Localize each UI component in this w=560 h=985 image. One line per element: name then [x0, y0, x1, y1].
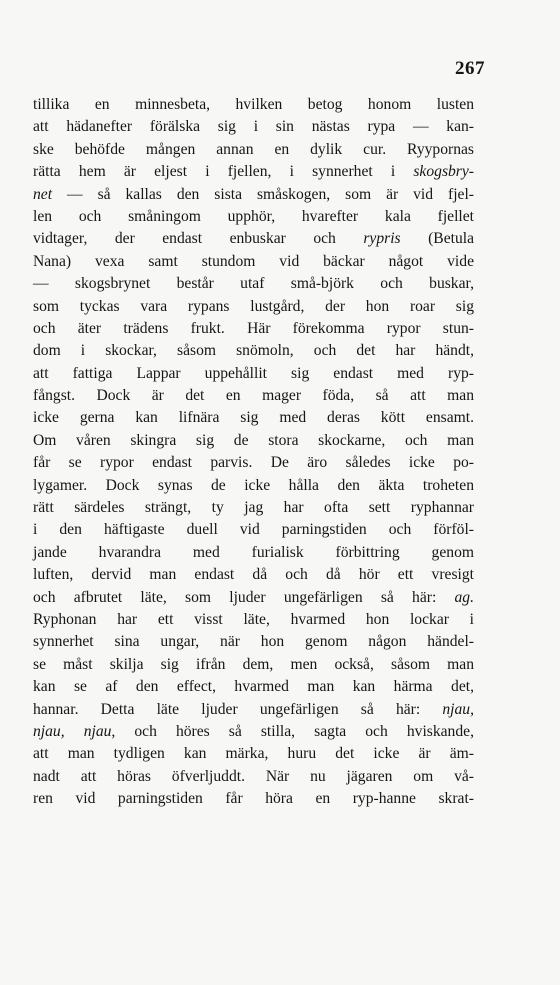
text-line — [33, 296, 474, 318]
text-segment: som tyckas vara rypans lustgård, der hon roar sig — [33, 297, 474, 315]
italic-text: njau, njau, — [33, 722, 116, 740]
text-line — [33, 587, 474, 609]
text-segment: hannar. Detta läte ljuder ungefärligen så här: — [33, 700, 443, 718]
text-line — [33, 788, 474, 810]
text-line — [33, 519, 474, 541]
text-segment: se måst skilja sig ifrån dem, men också, såsom man — [33, 655, 474, 673]
body-text — [33, 94, 474, 811]
text-line — [33, 430, 474, 452]
text-line — [33, 251, 474, 273]
text-segment: lygamer. Dock synas de icke hålla den äkta troheten — [33, 476, 474, 494]
text-segment: — så kallas den sista småskogen, som är vid fjel- — [52, 185, 474, 203]
text-segment: att fattiga Lappar uppehållit sig endast med ryp- — [33, 364, 474, 382]
text-segment: icke gerna kan lifnära sig med deras kött ensamt. — [33, 409, 474, 427]
text-line — [33, 542, 474, 564]
text-line — [33, 497, 474, 519]
text-line — [33, 743, 474, 765]
text-segment: dom i skockar, såsom snömoln, och det har händt, — [33, 342, 474, 360]
text-line — [33, 452, 474, 474]
text-segment: luften, dervid man endast då och då hör ett vresigt — [33, 566, 474, 584]
text-segment: att hädanefter förälska sig i sin nästas rypa — kan- — [33, 118, 474, 136]
text-line — [33, 273, 474, 295]
text-line — [33, 609, 474, 631]
text-line — [33, 228, 474, 250]
text-segment: Om våren skingra sig de stora skockarne, och man — [33, 431, 474, 449]
text-segment: att man tydligen kan märka, huru det icke är äm- — [33, 745, 474, 763]
text-segment: får se rypor endast parvis. De äro således icke po- — [33, 454, 474, 472]
italic-text: skogsbry- — [413, 163, 474, 181]
text-line — [33, 385, 474, 407]
text-line — [33, 407, 474, 429]
text-line — [33, 699, 474, 721]
text-line — [33, 116, 474, 138]
text-line — [33, 161, 474, 183]
text-line — [33, 318, 474, 340]
text-line — [33, 676, 474, 698]
text-line — [33, 206, 474, 228]
text-line — [33, 721, 474, 743]
text-line — [33, 139, 474, 161]
text-line — [33, 654, 474, 676]
text-line — [33, 766, 474, 788]
text-segment: (Betula — [400, 230, 474, 248]
text-line — [33, 631, 474, 653]
text-segment: rätta hem är eljest i fjellen, i synnerhet i — [33, 163, 414, 181]
text-segment: ren vid parningstiden får höra en ryp-hanne skrat- — [33, 790, 474, 808]
italic-text: rypris — [363, 230, 401, 248]
text-segment: kan se af den effect, hvarmed man kan härma det, — [33, 678, 474, 696]
text-segment: vidtager, der endast enbuskar och — [33, 230, 364, 248]
text-segment: i den häftigaste duell vid parningstiden och förföl- — [33, 521, 474, 539]
italic-text: net — [33, 185, 53, 203]
text-segment: och äter trädens frukt. Här förekomma rypor stun- — [33, 319, 474, 337]
page-number: 267 — [455, 58, 485, 79]
italic-text: njau, — [442, 700, 474, 718]
text-line — [33, 184, 474, 206]
text-line — [33, 340, 474, 362]
text-segment: ske behöfde mången annan en dylik cur. Ryypornas — [33, 140, 474, 158]
italic-text: ag. — [454, 588, 474, 606]
text-segment: nadt att höras öfverljuddt. När nu jägaren om vå- — [33, 767, 474, 785]
text-line — [33, 94, 474, 116]
text-segment: Nana) vexa samt stundom vid bäckar något vide — [33, 252, 474, 270]
text-segment: och höres så stilla, sagta och hviskande, — [115, 722, 474, 740]
text-segment: Ryphonan har ett visst läte, hvarmed hon lockar i — [33, 610, 474, 628]
text-segment: tillika en minnesbeta, hvilken betog honom lusten — [33, 96, 474, 113]
text-segment: fångst. Dock är det en mager föda, så att man — [33, 387, 474, 405]
text-segment: synnerhet sina ungar, när hon genom någon händel- — [33, 633, 474, 651]
text-segment: — skogsbrynet består utaf små-björk och buskar, — [33, 275, 474, 293]
text-segment: och afbrutet läte, som ljuder ungefärligen så här: — [33, 588, 455, 606]
text-segment: jande hvarandra med furialisk förbittring genom — [33, 543, 474, 561]
text-line — [33, 363, 474, 385]
text-segment: len och småningom upphör, hvarefter kala fjellet — [33, 207, 474, 225]
text-segment: rätt särdeles strängt, ty jag har ofta sett ryphannar — [33, 499, 474, 517]
text-line — [33, 564, 474, 586]
text-line — [33, 475, 474, 497]
